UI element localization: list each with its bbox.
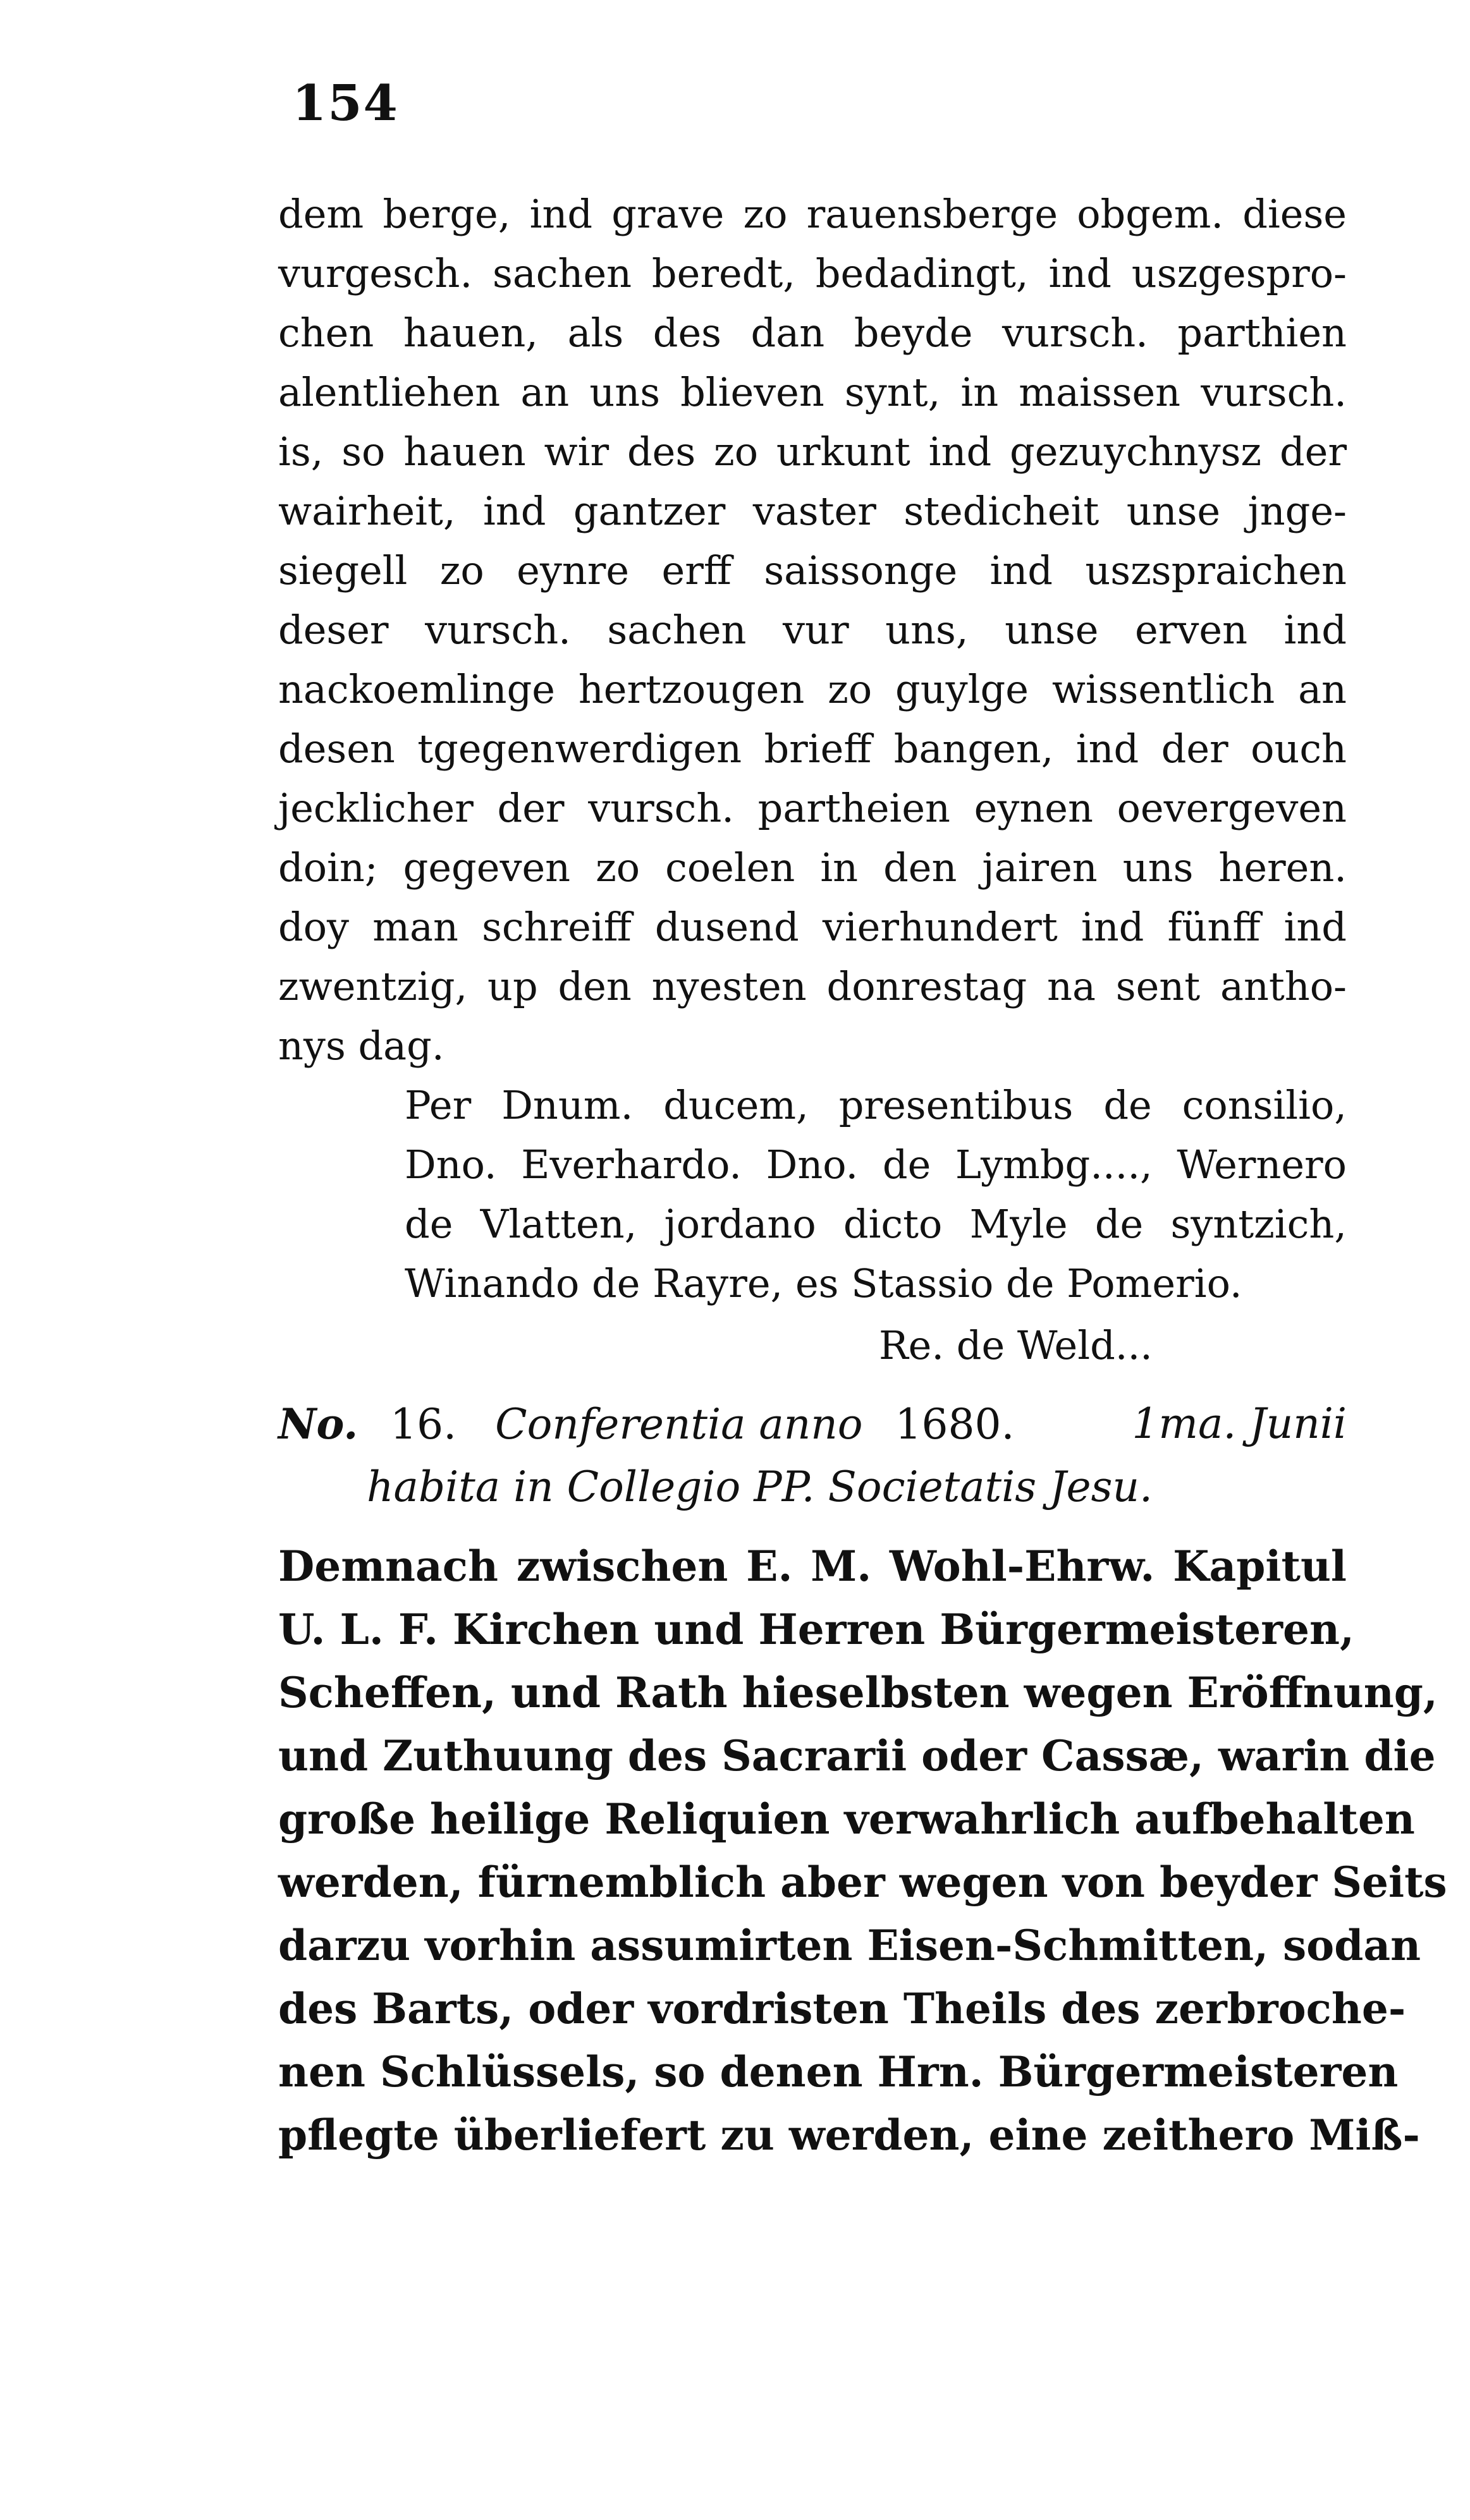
body-line: nen Schlüssels, so denen Hrn. Bürgermeisteren [278, 2047, 1399, 2097]
body-line: werden, fürnemblich aber wegen von beyder Seits [278, 1858, 1447, 1907]
section-year: 1680. [895, 1400, 1015, 1449]
page-number: 154 [292, 75, 399, 132]
body-line: Demnach zwischen E. M. Wohl-Ehrw. Kapitul [278, 1542, 1347, 1591]
text-line: doin; gegeven zo coelen in den jairen uns heren. [278, 844, 1347, 891]
text-line: desen tgegenwerdigen brieff bangen, ind der ouch [278, 726, 1347, 772]
section-no-label: No. [278, 1399, 358, 1449]
attestation-line: Dno. Everhardo. Dno. de Lymbg...., Wernero [405, 1141, 1347, 1188]
signature: Re. de Weld... [879, 1322, 1153, 1368]
text-line: nackoemlinge hertzougen zo guylge wissentlich an [278, 666, 1347, 712]
body-line: des Barts, oder vordristen Theils des zerbroche- [278, 1984, 1406, 2033]
body-line: Scheffen, und Rath hieselbsten wegen Eröffnung, [278, 1668, 1438, 1717]
body-line: große heilige Reliquien verwahrlich aufbehalten [278, 1794, 1415, 1844]
body-line: darzu vorhin assumirten Eisen-Schmitten, sodan [278, 1921, 1421, 1970]
section-heading-line2: habita in Collegio PP. Societatis Jesu. [367, 1463, 1153, 1511]
section-heading-line1 [278, 1397, 1347, 1451]
text-line: deser vursch. sachen vur uns, unse erven ind [278, 607, 1347, 653]
attestation-line: de Vlatten, jordano dicto Myle de syntzich, [405, 1201, 1347, 1247]
section-number: 16. [390, 1400, 457, 1449]
body-line: U. L. F. Kirchen und Herren Bürgermeisteren, [278, 1605, 1354, 1654]
text-line: dem berge, ind grave zo rauensberge obgem. diese [278, 191, 1347, 237]
text-line: wairheit, ind gantzer vaster stedicheit unse jnge- [278, 488, 1347, 534]
text-line: vurgesch. sachen beredt, bedadingt, ind uszgespro- [278, 250, 1347, 296]
body-line: pflegte überliefert zu werden, eine zeithero Miß- [278, 2110, 1420, 2160]
text-line: is, so hauen wir des zo urkunt ind gezuychnysz der [278, 429, 1347, 475]
attestation-line: Per Dnum. ducem, presentibus de consilio, [405, 1082, 1347, 1128]
text-line: zwentzig, up den nyesten donrestag na sent antho- [278, 963, 1347, 1009]
text-line: chen hauen, als des dan beyde vursch. parthien [278, 310, 1347, 356]
text-line: jecklicher der vursch. partheien eynen oevergeven [278, 785, 1347, 831]
text-line: alentliehen an uns blieven synt, in maissen vursch. [278, 369, 1347, 415]
text-line: doy man schreiff dusend vierhundert ind fünff ind [278, 904, 1347, 950]
section-title-end: 1ma. Junii [1132, 1399, 1347, 1448]
text-line: nys dag. [278, 1023, 444, 1069]
body-line: und Zuthuung des Sacrarii oder Cassæ, warin die [278, 1731, 1436, 1780]
section-title-start: Conferentia anno [495, 1400, 863, 1449]
text-line: siegell zo eynre erff saissonge ind uszspraichen [278, 547, 1347, 593]
attestation-line: Winando de Rayre, es Stassio de Pomerio. [405, 1260, 1242, 1306]
